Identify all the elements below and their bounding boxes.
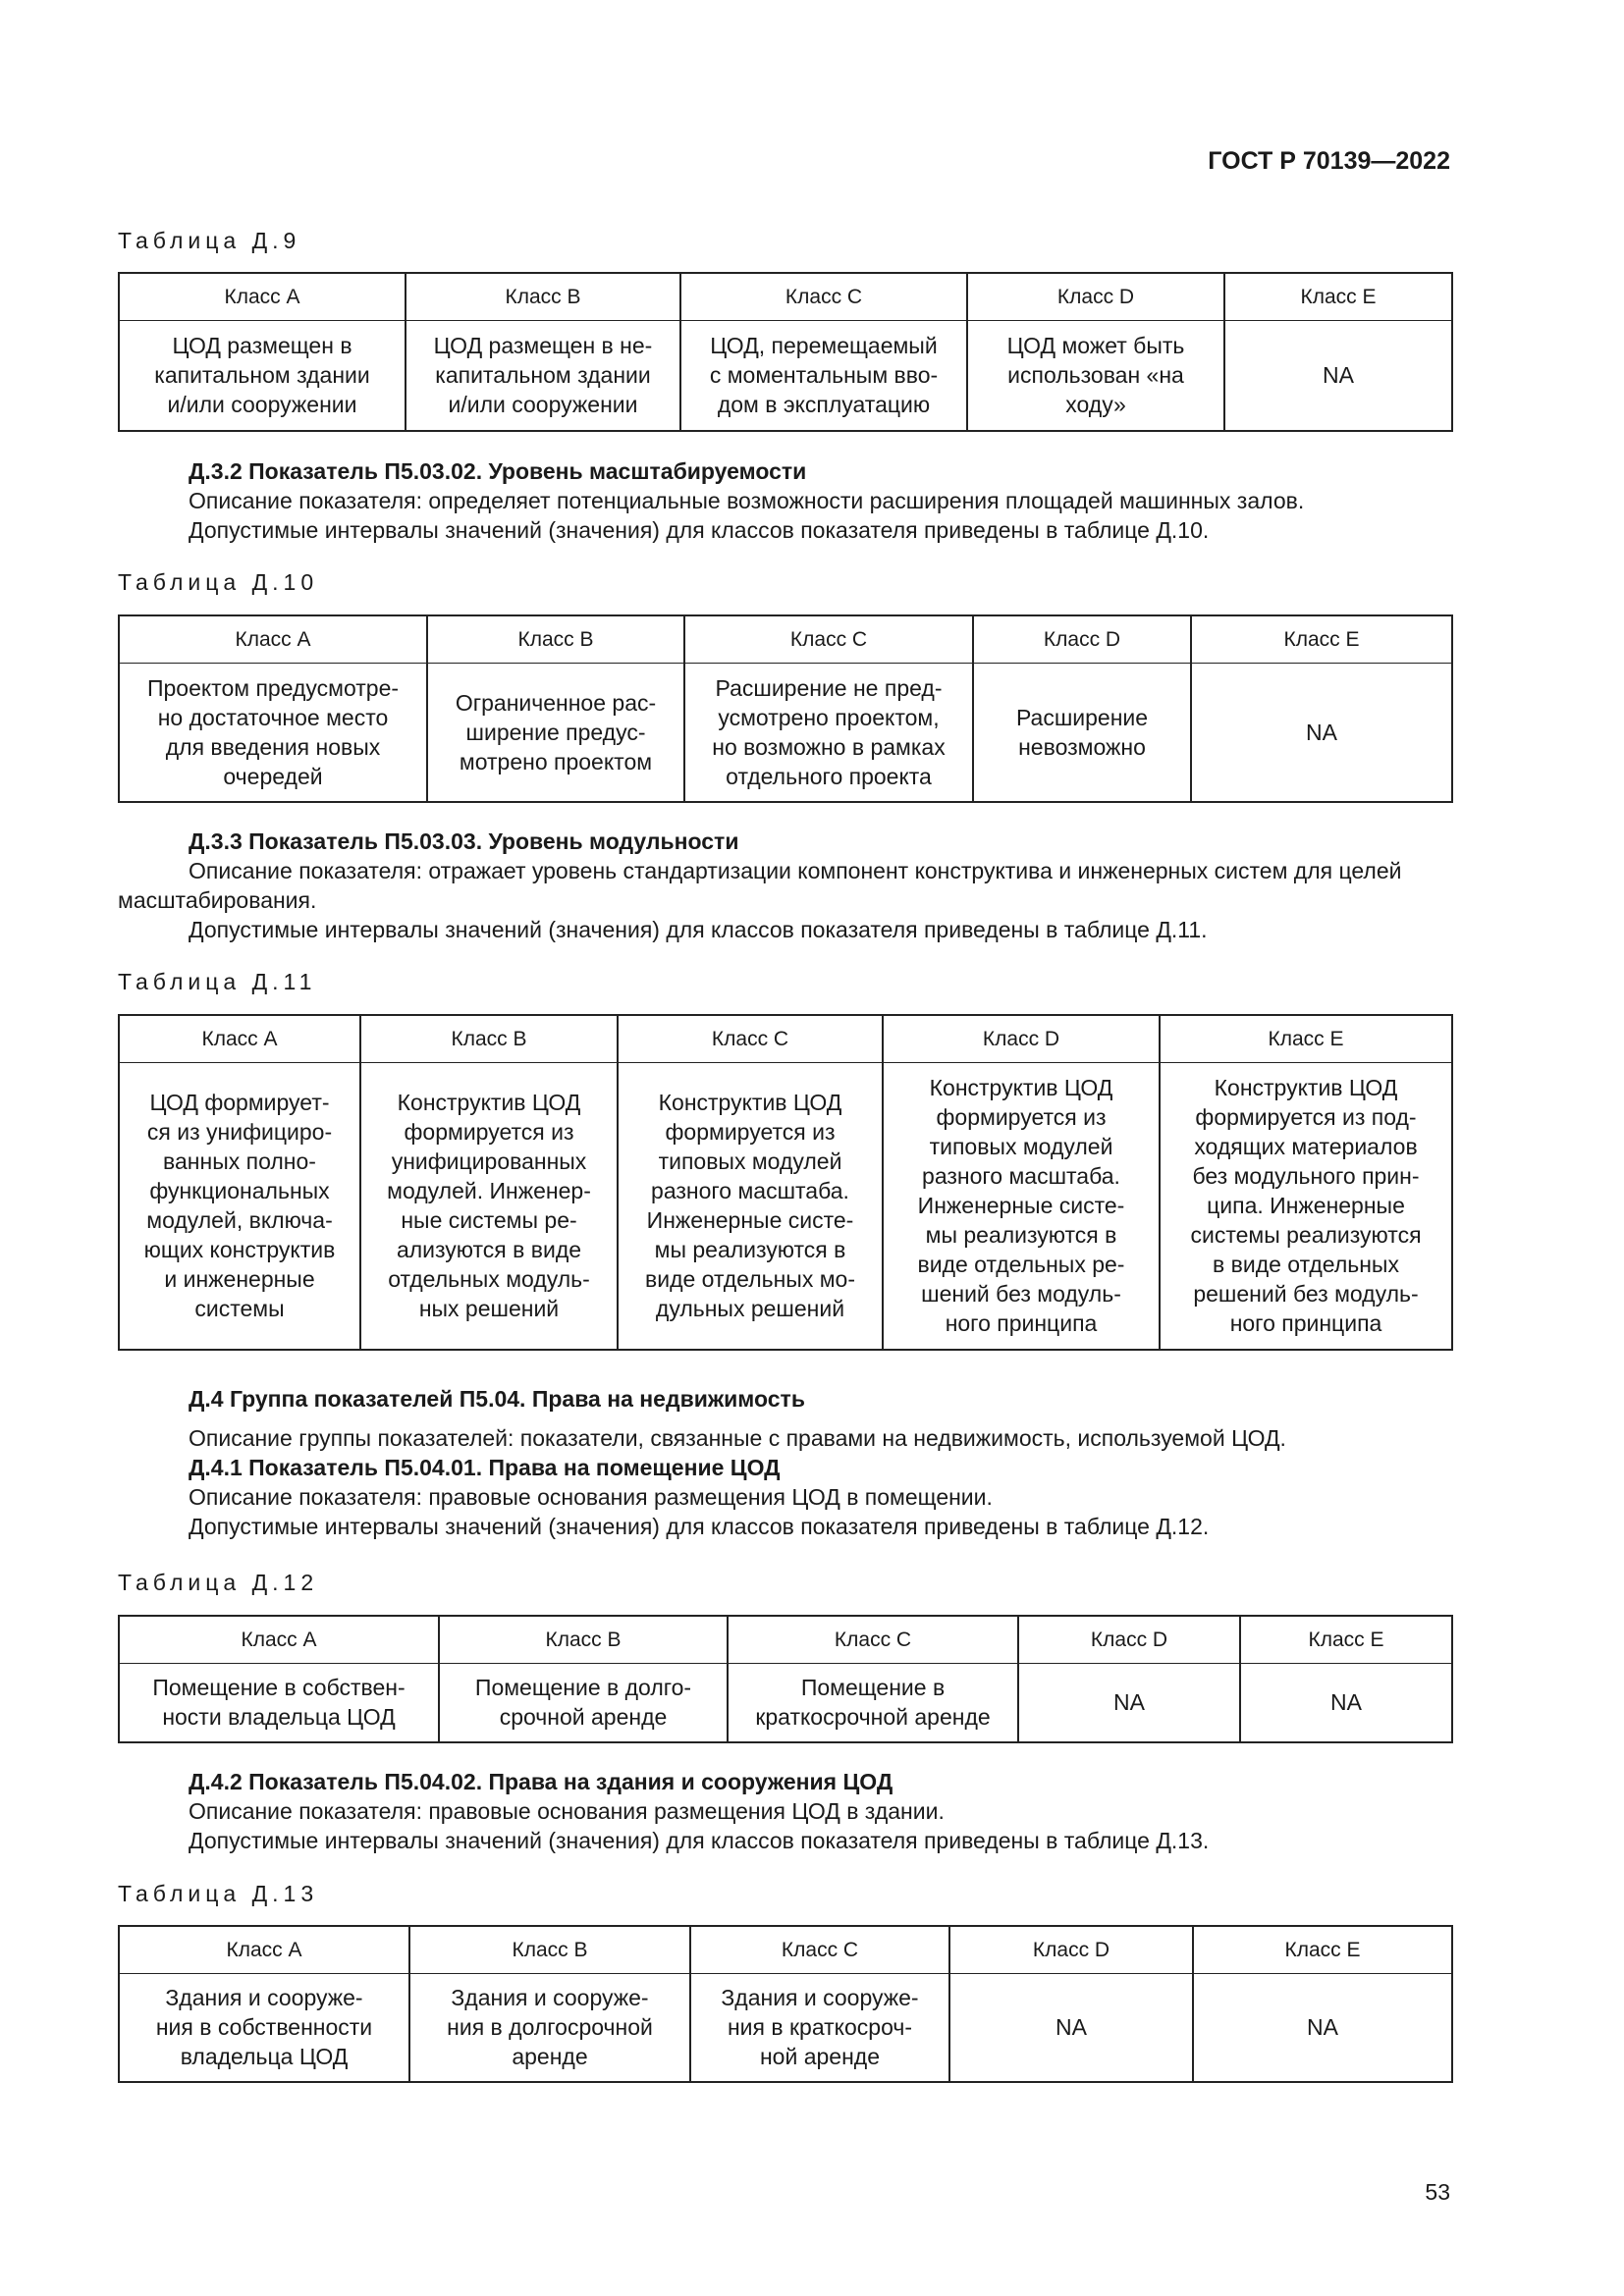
table-cell: NA <box>1191 664 1452 802</box>
table-header-cell: Класс E <box>1160 1015 1452 1063</box>
section-intervals: Допустимые интервалы значений (значения) для классов показателя приведены в таблице Д.10. <box>189 517 1210 543</box>
section-description: Описание показателя: отражает уровень стандартизации компонент конструктива и инженерных систем для целей масштабирования. <box>118 858 1402 913</box>
table-cell: Помещение в долго- срочной аренде <box>439 1664 728 1742</box>
table-header-cell: Класс E <box>1191 615 1452 664</box>
table-caption-d13: Таблица Д.13 <box>118 1881 319 1906</box>
document-id: ГОСТ Р 70139—2022 <box>1208 147 1450 175</box>
section-intervals: Допустимые интервалы значений (значения) для классов показателя приведены в таблице Д.12. <box>189 1514 1210 1539</box>
table-header-cell: Класс A <box>119 615 427 664</box>
table-caption-d10: Таблица Д.10 <box>118 569 319 595</box>
table-cell: NA <box>1224 321 1452 431</box>
table-cell: ЦОД формирует- ся из унифициро- ванных полно- функциональных модулей, включа- ющих конструктив и инженерные системы <box>119 1063 360 1350</box>
table-header-cell: Класс E <box>1224 273 1452 321</box>
table-header-cell: Класс E <box>1193 1926 1452 1974</box>
section-d4 <box>118 1384 1451 1541</box>
table-cell: ЦОД размещен в не- капитальном здании и/или сооружении <box>406 321 680 431</box>
table-cell: Здания и сооруже- ния в долгосрочной аренде <box>409 1974 690 2082</box>
section-d32 <box>118 456 1451 545</box>
section-intervals: Допустимые интервалы значений (значения) для классов показателя приведены в таблице Д.13. <box>189 1828 1210 1853</box>
table-cell: Проектом предусмотре- но достаточное место для введения новых очередей <box>119 664 427 802</box>
table-cell: Здания и сооруже- ния в собственности владельца ЦОД <box>119 1974 409 2082</box>
table-cell: NA <box>1193 1974 1452 2082</box>
section-heading: Д.4.2 Показатель П5.04.02. Права на здания и сооружения ЦОД <box>189 1769 893 1794</box>
table-header-cell: Класс C <box>728 1616 1018 1664</box>
section-intervals: Допустимые интервалы значений (значения) для классов показателя приведены в таблице Д.11. <box>189 917 1208 942</box>
table-header-cell: Класс C <box>618 1015 883 1063</box>
table-d12 <box>118 1615 1453 1743</box>
table-header-cell: Класс D <box>967 273 1224 321</box>
table-header-cell: Класс B <box>439 1616 728 1664</box>
table-header-cell: Класс A <box>119 1926 409 1974</box>
table-header-cell: Класс B <box>406 273 680 321</box>
table-d10 <box>118 614 1453 803</box>
table-cell: Конструктив ЦОД формируется из под- ходящих материалов без модульного прин- ципа. Инженерные системы реализуются в виде отдельных решений без модуль- ного принципа <box>1160 1063 1452 1350</box>
section-description: Описание показателя: правовые основания размещения ЦОД в помещении. <box>189 1484 993 1510</box>
table-header-cell: Класс D <box>949 1926 1193 1974</box>
table-header-cell: Класс C <box>680 273 967 321</box>
table-cell: NA <box>949 1974 1193 2082</box>
section-d42 <box>118 1767 1451 1855</box>
section-description: Описание группы показателей: показатели, связанные с правами на недвижимость, используемой ЦОД. <box>189 1425 1286 1451</box>
table-header-cell: Класс A <box>119 273 406 321</box>
table-header-cell: Класс D <box>1018 1616 1240 1664</box>
table-cell: ЦОД размещен в капитальном здании и/или сооружении <box>119 321 406 431</box>
table-cell: Конструктив ЦОД формируется из типовых модулей разного масштаба. Инженерные систе- мы реализуются в виде отдельных ре- шений без модуль- ного принципа <box>883 1063 1160 1350</box>
table-cell: Конструктив ЦОД формируется из унифицированных модулей. Инженер- ные системы ре- ализуются в виде отдельных модуль- ных решений <box>360 1063 618 1350</box>
table-cell: ЦОД, перемещаемый с моментальным вво- дом в эксплуатацию <box>680 321 967 431</box>
section-description: Описание показателя: правовые основания размещения ЦОД в здании. <box>189 1798 945 1824</box>
table-cell: Помещение в краткосрочной аренде <box>728 1664 1018 1742</box>
table-cell: Расширение невозможно <box>973 664 1191 802</box>
section-description: Описание показателя: определяет потенциальные возможности расширения площадей машинных залов. <box>189 488 1305 513</box>
table-d11 <box>118 1014 1453 1351</box>
table-header-cell: Класс B <box>360 1015 618 1063</box>
table-cell: Расширение не пред- усмотрено проектом, но возможно в рамках отдельного проекта <box>684 664 973 802</box>
table-header-cell: Класс C <box>684 615 973 664</box>
table-cell: Здания и сооруже- ния в краткосроч- ной аренде <box>690 1974 949 2082</box>
table-header-cell: Класс A <box>119 1616 439 1664</box>
table-cell: NA <box>1018 1664 1240 1742</box>
table-cell: NA <box>1240 1664 1452 1742</box>
table-header-cell: Класс B <box>409 1926 690 1974</box>
section-heading: Д.3.3 Показатель П5.03.03. Уровень модульности <box>189 828 739 854</box>
table-cell: Ограниченное рас- ширение предус- мотрено проектом <box>427 664 684 802</box>
table-cell: ЦОД может быть использован «на ходу» <box>967 321 1224 431</box>
table-d9 <box>118 272 1453 432</box>
table-header-cell: Класс C <box>690 1926 949 1974</box>
table-header-cell: Класс A <box>119 1015 360 1063</box>
table-header-cell: Класс B <box>427 615 684 664</box>
page-number: 53 <box>1425 2179 1450 2205</box>
table-d13 <box>118 1925 1453 2083</box>
section-heading: Д.4.1 Показатель П5.04.01. Права на помещение ЦОД <box>189 1455 781 1480</box>
table-caption-d11: Таблица Д.11 <box>118 969 317 994</box>
table-caption-d12: Таблица Д.12 <box>118 1570 319 1595</box>
table-header-cell: Класс D <box>883 1015 1160 1063</box>
table-cell: Помещение в собствен- ности владельца ЦОД <box>119 1664 439 1742</box>
section-heading: Д.4 Группа показателей П5.04. Права на недвижимость <box>189 1386 805 1412</box>
table-header-cell: Класс D <box>973 615 1191 664</box>
table-cell: Конструктив ЦОД формируется из типовых модулей разного масштаба. Инженерные систе- мы реализуются в виде отдельных мо- дульных решений <box>618 1063 883 1350</box>
section-d33 <box>118 827 1451 944</box>
section-heading: Д.3.2 Показатель П5.03.02. Уровень масштабируемости <box>189 458 807 484</box>
table-header-cell: Класс E <box>1240 1616 1452 1664</box>
table-caption-d9: Таблица Д.9 <box>118 228 301 253</box>
